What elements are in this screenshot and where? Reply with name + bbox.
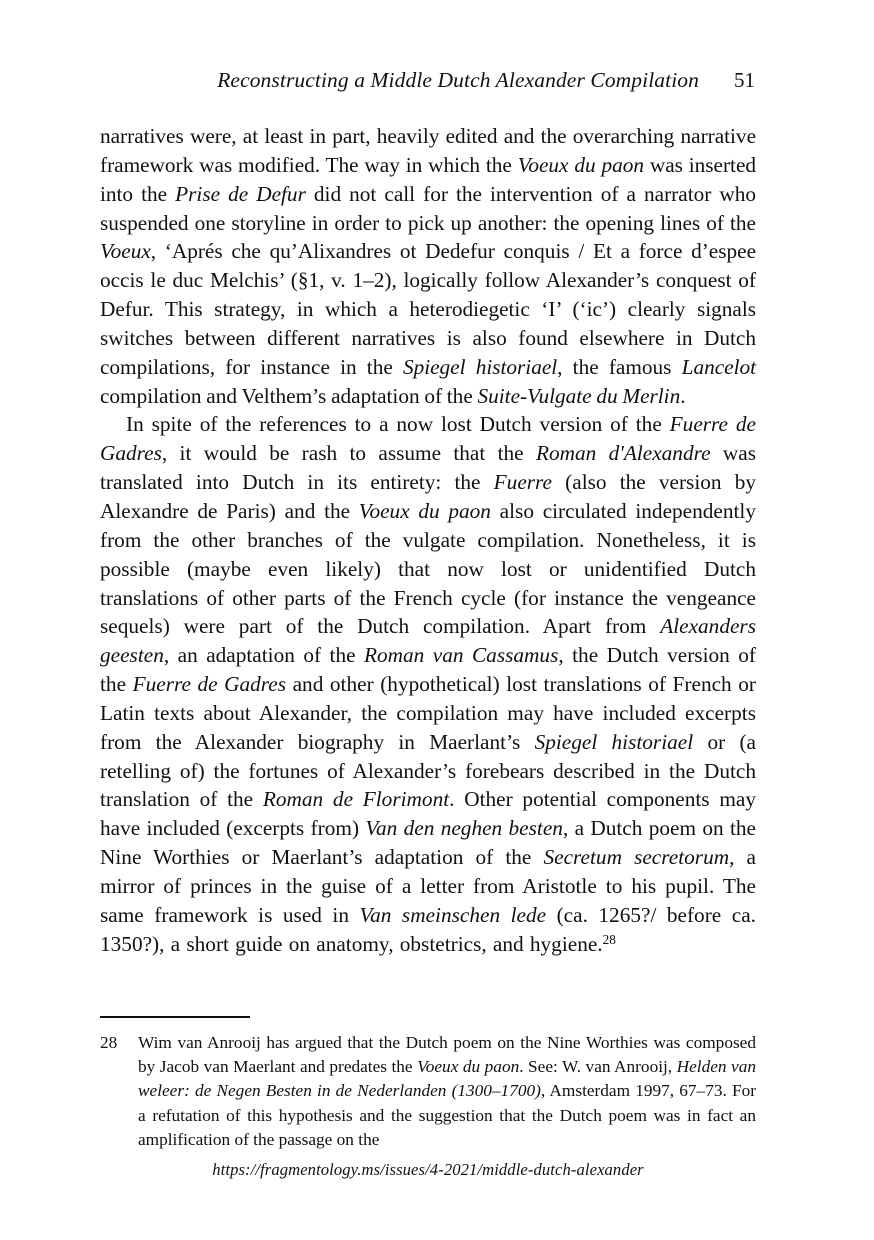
title-roman-de-florimont: Roman de Florimont [262, 787, 450, 812]
page-number: 51 [734, 68, 755, 92]
running-head [100, 68, 755, 94]
text-run: and other (hypothetical) lost translations of French or Latin texts about Alexander, the compilation may have included excerpts from the Alexander biography in Maerlant’s [100, 672, 756, 754]
title-lancelot: Lancelot [681, 354, 756, 379]
running-head-title: Reconstructing a Middle Dutch Alexander Compilation [217, 68, 699, 92]
title-voeux-du-paon: Voeux du paon [358, 498, 491, 523]
text-run: , a Dutch poem on the Nine Worthies or Maerlant’s adaptation of the [100, 816, 756, 870]
text-run: , the Dutch version of the [100, 643, 756, 697]
text-run: narratives were, at least in part, heavily edited and the overarching narrative framework was modified. The way in which the [100, 124, 756, 177]
title-spiegel-historiael: Spiegel historiael [534, 729, 694, 754]
text-run: , Amsterdam 1997, 67–73. For a refutation of this hypothesis and the suggestion that the Dutch poem was in fact an amplification of the passage on the [138, 1081, 756, 1149]
footer-url[interactable]: https://fragmentology.ms/issues/4-2021/middle-dutch-alexander [212, 1160, 644, 1179]
title-voeux-du-paon: Voeux du paon [417, 1057, 520, 1077]
text-run: did not call for the intervention of a narrator who suspended one storyline in order to pick up another: the opening lines of the [100, 181, 756, 235]
text-run: , a mirror of princes in the guise of a letter from Aristotle to his pupil. The same framework is used in [100, 845, 757, 927]
paragraph-2 [100, 410, 756, 958]
title-voeux: Voeux [100, 239, 151, 264]
text-run: , an adaptation of the [163, 643, 364, 668]
title-roman-van-cassamus: Roman van Cassamus [364, 643, 559, 668]
title-van-den-neghen-besten: Van den neghen besten [365, 816, 563, 841]
footnote-area [100, 1016, 756, 1152]
title-spiegel-historiael: Spiegel historiael [402, 354, 558, 379]
text-run: also circulated independently from the other branches of the vulgate compilation. Nonetheless, it is possible (maybe even likely) that now lost or unidentified Dutch translations of other parts of the French cycle (for instance the vengeance sequels) were part of the Dutch compilation. Apart from [100, 498, 756, 639]
footnote-text [138, 1031, 756, 1152]
text-run: (also the version by Alexandre de Paris) and the [100, 470, 757, 523]
title-secretum-secretorum: Secretum secretorum [543, 845, 730, 870]
text-run: was inserted into the [100, 152, 757, 206]
title-helden-van-weleer: Helden van weleer: de Negen Besten in de Nederlanden (1300–1700) [138, 1057, 756, 1101]
footnote-reference-28[interactable]: 28 [602, 931, 616, 947]
title-roman-dalexandre: Roman d'Alexandre [535, 441, 711, 466]
text-run: In spite of the references to a now lost Dutch version of the [126, 412, 670, 437]
title-fuerre-de-gadres: Fuerre de Gadres [100, 412, 756, 466]
text-run: , the famous [557, 354, 682, 379]
text-run: compilation and Velthem’s adaptation of the [100, 383, 478, 408]
title-voeux-du-paon: Voeux du paon [517, 152, 644, 177]
text-run: was translated into Dutch in its entirety: the [100, 441, 756, 495]
text-run: . Other potential components may have included (excerpts from) [100, 787, 756, 841]
text-run: . See: W. van Anrooij, [519, 1057, 677, 1077]
title-fuerre: Fuerre [493, 470, 553, 495]
title-prise-de-defur: Prise de Defur [175, 181, 306, 206]
title-van-smeinschen-lede: Van smeinschen lede [359, 902, 547, 927]
text-run: . [680, 383, 686, 408]
text-run: , it would be rash to assume that the [161, 441, 536, 466]
footnote-28 [100, 1031, 756, 1152]
text-run: (ca. 1265?/ before ca. 1350?), a short guide on anatomy, obstetrics, and hygiene. [100, 902, 756, 956]
title-alexanders-geesten: Alexanders geesten [100, 614, 756, 668]
footnote-number: 28 [100, 1033, 118, 1052]
text-run: , ‘Aprés che qu’Alixandres ot Dedefur conquis / Et a force d’espee occis le duc Melchis’ (§1, v. 1–2), logically follow Alexander’s conquest of Defur. This strategy, in which a heterodiegetic ‘I’ (‘ic’) clearly signals switches between different narratives is also found elsewhere in Dutch compilations, for instance in the [100, 239, 756, 379]
title-suite-vulgate-du-merlin: Suite-Vulgate du Merlin [477, 383, 681, 408]
paragraph-1 [100, 122, 756, 410]
title-fuerre-de-gadres: Fuerre de Gadres [132, 672, 287, 697]
text-run: or (a retelling of) the fortunes of Alexander’s forebears described in the Dutch translation of the [100, 729, 756, 812]
text-run: Wim van Anrooij has argued that the Dutch poem on the Nine Worthies was composed by Jacob van Maerlant and predates the [138, 1033, 756, 1077]
text-column [100, 122, 756, 958]
footnote-separator-rule [100, 1016, 250, 1018]
